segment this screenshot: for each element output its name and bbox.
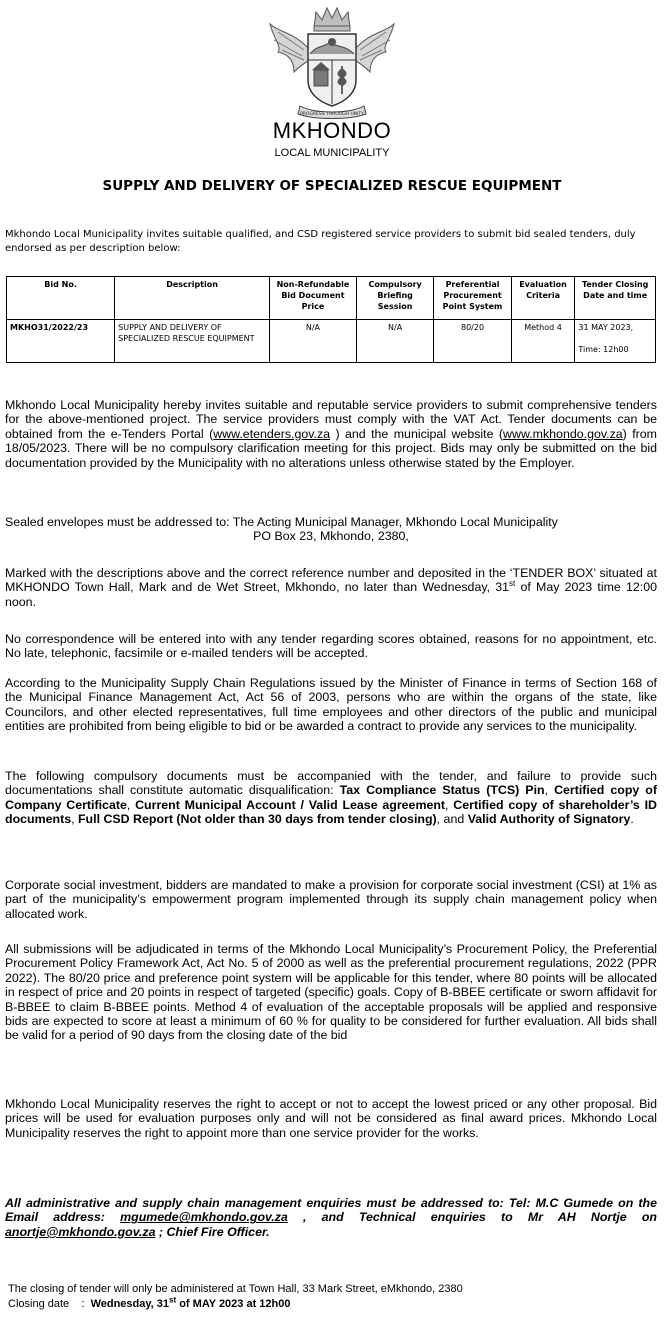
closing-date-label: Closing date	[8, 1298, 70, 1310]
cell-points: 80/20	[434, 320, 511, 363]
svg-text:PROGRESS THROUGH UNITY: PROGRESS THROUGH UNITY	[300, 112, 364, 117]
cell-description: SUPPLY AND DELIVERY OF SPECIALIZED RESCUE EQUIPMENT	[115, 320, 270, 363]
municipal-website-link[interactable]: www.mkhondo.gov.za	[503, 426, 623, 441]
col-header-description: Description	[115, 277, 270, 320]
col-header-criteria: Evaluation Criteria	[511, 277, 575, 320]
page-title: SUPPLY AND DELIVERY OF SPECIALIZED RESCUE EQUIPMENT	[102, 178, 562, 194]
cell-briefing: N/A	[356, 320, 433, 363]
closing-location: The closing of tender will only be administered at Town Hall, 33 Mark Street, eMkhondo, 2380	[8, 1283, 463, 1295]
paragraph-address	[5, 515, 657, 544]
org-name: MKHONDO	[272, 118, 392, 143]
closing-date-line: Closing date : Wednesday, 31st of MAY 2023 at 12h00	[8, 1295, 291, 1310]
cell-price: N/A	[269, 320, 356, 363]
intro-text: Mkhondo Local Municipality invites suitable qualified, and CSD registered service providers to submit bid sealed tenders, duly endorsed as per description below:	[5, 229, 636, 254]
paragraph-reserves-right: Mkhondo Local Municipality reserves the right to accept or not to accept the lowest priced or any other proposal. Bid prices will be used for evaluation purposes only and will not be considered as final award prices. Mkhondo Local Municipality reserves the right to appoint more than one service provider for the works.	[5, 1097, 657, 1140]
closing-date-value: Wednesday, 31st of MAY 2023 at 12h00	[90, 1295, 291, 1310]
admin-email-link[interactable]: mgumede@mkhondo.gov.za	[120, 1210, 288, 1225]
paragraph-compulsory-documents: The following compulsory documents must be accompanied with the tender, and failure to provide such documentations shall constitute automatic disqualification: Tax Compliance Status (TCS) Pin, Certified copy of Company Certificate, Current Municipal Account / Valid Lease agreement, Certified copy of shareholder’s ID documents, Full CSD Report (Not older than 30 days from tender closing), and Valid Authority of Signatory.	[5, 769, 658, 827]
col-header-price: Non-Refundable Bid Document Price	[269, 277, 356, 320]
etenders-link[interactable]: www.etenders.gov.za	[213, 426, 331, 441]
cell-bid-no: MKHO31/2022/23	[7, 320, 115, 363]
paragraph-regulations: According to the Municipality Supply Chain Regulations issued by the Minister of Finance in terms of Section 168 of the Municipal Finance Management Act, Act 56 of 2003, persons who are within the organs of the state, like Councilors, and other elected representatives, full time employees and other directors of the public and municipal entities are prohibited from being eligible to bid or be awarded a contract to provide any services to the municipality.	[5, 676, 657, 734]
col-header-points: Preferential Procurement Point System	[434, 277, 511, 320]
org-subtitle: LOCAL MUNICIPALITY	[274, 147, 390, 159]
address-line-2: PO Box 23, Mkhondo, 2380,	[253, 529, 409, 544]
municipal-crest-logo	[264, 2, 400, 120]
bid-table	[6, 276, 656, 363]
closing-time: Time: 12h00	[578, 345, 629, 354]
paragraph-enquiries: All administrative and supply chain management enquiries must be addressed to: Tel: M.C Gumede on the Email address: mgumede@mkhondo.gov.za , and Technical enquiries to Mr AH Nortje on anortje@mkhondo.gov.za ; Chief Fire Officer.	[5, 1196, 658, 1239]
paragraph-invitation: Mkhondo Local Municipality hereby invites suitable and reputable service providers to submit comprehensive tenders for the above-mentioned project. The service providers must comply with the VAT Act. Tender documents can be obtained from the e-Tenders Portal (www.etenders.gov.za ) and the municipal website (www.mkhondo.gov.za) from 18/05/2023. There will be no compulsory clarification meeting for this project. Bids may only be submitted on the bid documentation provided by the Municipality with no alterations unless otherwise stated by the Employer.	[5, 398, 657, 470]
paragraph-adjudication: All submissions will be adjudicated in terms of the Mkhondo Local Municipality’s Procurement Policy, the Preferential Procurement Policy Framework Act, Act No. 5 of 2000 as well as the preferential procurement regulations, 2022 (PPR 2022). The 80/20 price and preference point system will be applicable for this tender, where 80 points will be allocated in respect of price and 20 points in respect of targeted (specific) goals. Copy of B-BBEE certificate or sworn affidavit for B-BBEE to claim B-BBEE points. Method 4 of evaluation of the acceptable proposals will be applied and responsive bids are expected to score at least a minimum of 60 % for quality to be considered for further evaluation. All bids shall be valid for a period of 90 days from the closing date of the bid	[5, 942, 657, 1043]
col-header-briefing: Compulsory Briefing Session	[356, 277, 433, 320]
paragraph-csi: Corporate social investment, bidders are mandated to make a provision for corporate social investment (CSI) at 1% as part of the municipality’s empowerment program implemented through its supply chain management policy when allocated work.	[5, 878, 657, 921]
closing-date: 31 MAY 2023,	[578, 323, 634, 332]
table-row	[7, 320, 656, 363]
col-header-closing: Tender Closing Date and time	[575, 277, 656, 320]
cell-criteria: Method 4	[511, 320, 575, 363]
col-header-bid-no: Bid No.	[7, 277, 115, 320]
table-header-row	[7, 277, 656, 320]
paragraph-deposit: Marked with the descriptions above and the correct reference number and deposited in the ‘TENDER BOX’ situated at MKHONDO Town Hall, Mark and de Wet Street, Mkhondo, no later than Wednesday, 31st of May 2023 time 12:00 noon.	[5, 566, 658, 609]
cell-closing	[575, 320, 656, 363]
paragraph-no-correspondence: No correspondence will be entered into with any tender regarding scores obtained, reasons for no appointment, etc. No late, telephonic, facsimile or e-mailed tenders will be accepted.	[5, 632, 657, 661]
address-line-1: Sealed envelopes must be addressed to: The Acting Municipal Manager, Mkhondo Local Municipality	[5, 515, 558, 529]
technical-email-link[interactable]: anortje@mkhondo.gov.za	[5, 1224, 156, 1239]
